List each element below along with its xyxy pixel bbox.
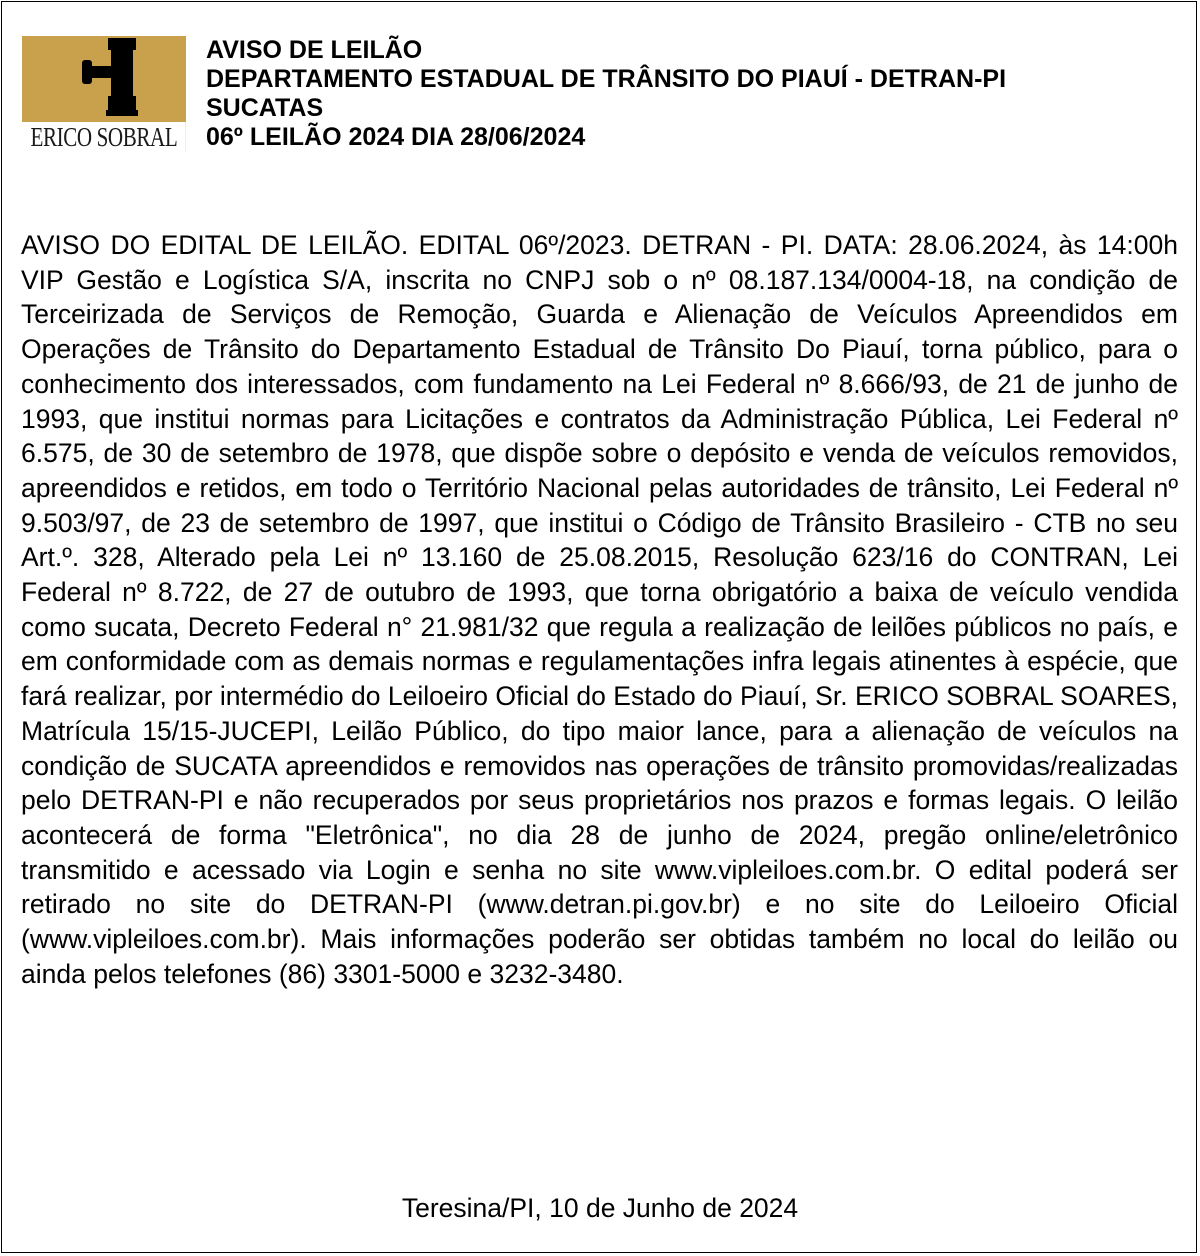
logo-text: ERICO SOBRAL: [22, 122, 186, 152]
gavel-icon: [22, 36, 186, 122]
notice-header: [206, 36, 1186, 152]
header-category: SUCATAS: [206, 94, 324, 122]
auctioneer-logo: [22, 36, 186, 152]
header-department: DEPARTAMENTO ESTADUAL DE TRÂNSITO DO PIAUÍ - DETRAN-PI: [206, 65, 1007, 93]
header-title: AVISO DE LEILÃO: [206, 36, 423, 64]
signature-date: Teresina/PI, 10 de Junho de 2024: [401, 1193, 799, 1223]
notice-body: AVISO DO EDITAL DE LEILÃO. EDITAL 06º/2023. DETRAN - PI. DATA: 28.06.2024, às 14:00h VIP Gestão e Logística S/A, inscrita no CNPJ sob o nº 08.187.134/0004-18, na condição de Terceirizada de Serviços de Remoção, Guarda e Alienação de Veículos Apreendidos em Operações de Trânsito do Departamento Estadual de Trânsito Do Piauí, torna público, para o conhecimento dos interessados, com fundamento na Lei Federal nº 8.666/93, de 21 de junho de 1993, que institui normas para Licitações e contratos da Administração Pública, Lei Federal nº 6.575, de 30 de setembro de 1978, que dispõe sobre o depósito e venda de veículos removidos, apreendidos e retidos, em todo o Território Nacional pelas autoridades de trânsito, Lei Federal nº 9.503/97, de 23 de setembro de 1997, que institui o Código de Trânsito Brasileiro - CTB no seu Art.º. 328, Alterado pela Lei nº 13.160 de 25.08.2015, Resolução 623/16 do CONTRAN, Lei Federal nº 8.722, de 27 de outubro de 1993, que torna obrigatório a baixa de veículo vendida como sucata, Decreto Federal n° 21.981/32 que regula a realização de leilões públicos no país, e em conformidade com as demais normas e regulamentações infra legais atinentes à espécie, que fará realizar, por intermédio do Leiloeiro Oficial do Estado do Piauí, Sr. ERICO SOBRAL SOARES, Matrícula 15/15-JUCEPI, Leilão Público, do tipo maior lance, para a alienação de veículos na condição de SUCATA apreendidos e removidos nas operações de trânsito promovidas/realizadas pelo DETRAN-PI e não recuperados por seus proprietários nos prazos e formas legais. O leilão acontecerá de forma "Eletrônica", no dia 28 de junho de 2024, pregão online/eletrônico transmitido e acessado via Login e senha no site www.vipleiloes.com.br. O edital poderá ser retirado no site do DETRAN-PI (www.detran.pi.gov.br) e no site do Leiloeiro Oficial (www.vipleiloes.com.br). Mais informações poderão ser obtidas também no local do leilão ou ainda pelos telefones (86) 3301-5000 e 3232-3480.: [21, 230, 1178, 989]
header-auction-date: 06º LEILÃO 2024 DIA 28/06/2024: [206, 123, 586, 151]
